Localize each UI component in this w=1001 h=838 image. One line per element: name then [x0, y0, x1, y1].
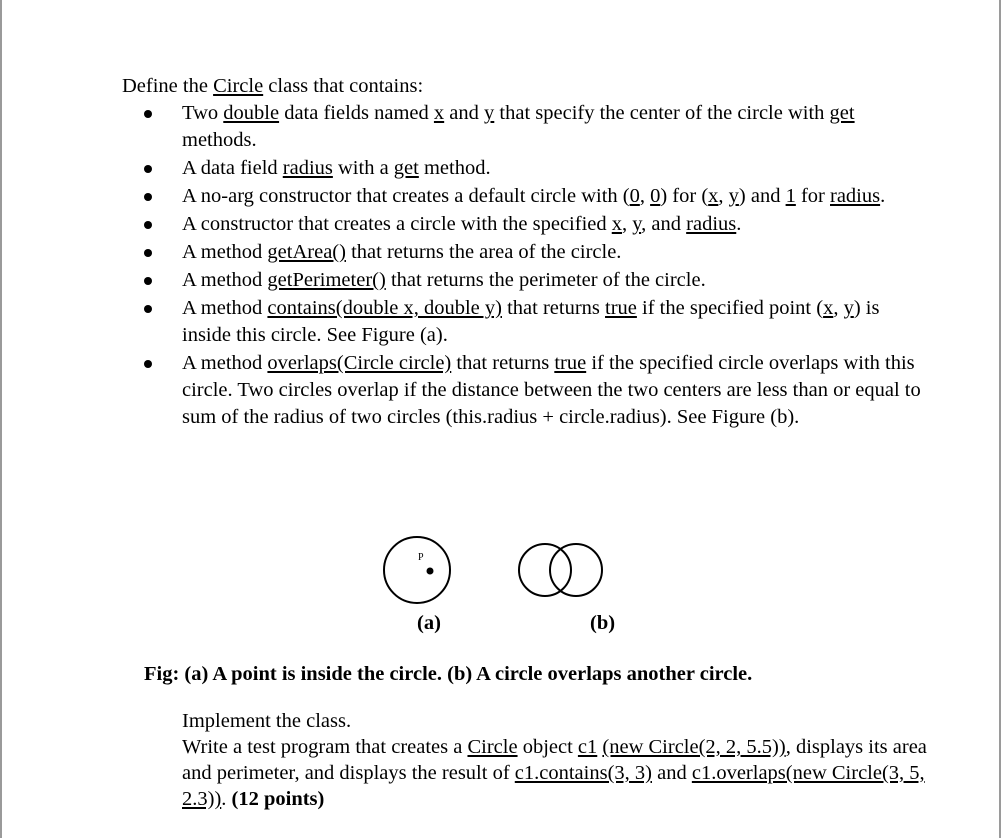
requirement-item — [122, 100, 922, 154]
requirements-list — [122, 100, 922, 432]
text-run: that specify the center of the circle with — [494, 102, 830, 124]
intro-text: Define the — [122, 75, 214, 97]
requirement-item — [122, 350, 922, 431]
text-run: A constructor that creates a circle with the specified — [182, 213, 612, 235]
underlined-term: y — [484, 102, 495, 124]
text-run: if the specified circle overlaps with this circle. Two circles overlap if the distance between the two centers are less than or equal to sum of the radius of two circles (this.radius + circle.radius). See Figure (b). — [182, 352, 921, 428]
task-test-program — [182, 734, 942, 812]
text-run: that returns the area of the circle. — [345, 241, 622, 263]
text-run: , — [639, 185, 651, 207]
underlined-term: radius — [830, 185, 881, 207]
text-run: A method — [182, 241, 268, 263]
intro-text: class that contains: — [263, 75, 424, 97]
underlined-term: x — [823, 297, 834, 319]
text-run: that returns the perimeter of the circle. — [385, 269, 706, 291]
text-run: A method — [182, 297, 268, 319]
text-run: , displays its area and perimeter, and displays the result of — [182, 736, 927, 784]
caption-b: (b) — [590, 612, 616, 634]
text-run: with a — [332, 157, 394, 179]
underlined-term: x — [611, 213, 622, 235]
text-run: A method — [182, 352, 268, 374]
text-run: data fields named — [279, 102, 434, 124]
text-run: , and — [641, 213, 687, 235]
text-run: . — [880, 185, 886, 207]
point-label: P — [418, 552, 424, 563]
figure-a-circle — [384, 537, 450, 603]
text-run: A method — [182, 269, 268, 291]
underlined-term: true — [605, 297, 637, 319]
underlined-term: radius — [686, 213, 737, 235]
requirement-item — [122, 267, 922, 294]
caption-a: (a) — [417, 612, 441, 634]
requirement-item — [122, 155, 922, 182]
underlined-term: y — [632, 213, 642, 235]
underlined-term: c1.contains(3, 3) — [514, 762, 652, 784]
underlined-term: 0 — [650, 185, 661, 207]
underlined-term: getArea() — [267, 241, 346, 263]
text-run: , — [622, 213, 633, 235]
text-run: A no-arg constructor that creates a default circle with ( — [182, 185, 630, 207]
text-run: and — [444, 102, 485, 124]
figure-b-circle-right — [550, 544, 602, 596]
text-run: methods. — [182, 129, 257, 151]
figure-diagram — [362, 525, 652, 615]
intro-line — [122, 72, 423, 100]
underlined-term: 0 — [629, 185, 640, 207]
task-implement: Implement the class. — [182, 710, 352, 732]
underlined-term: c1 — [577, 736, 598, 758]
text-run: for — [795, 185, 830, 207]
figure-b-circle-left — [519, 544, 571, 596]
text-run: ) is inside this circle. See Figure (a). — [182, 297, 880, 346]
requirement-item — [122, 183, 922, 210]
class-name: Circle — [213, 75, 264, 97]
underlined-term: true — [554, 352, 587, 374]
underlined-term: contains(double x, double y) — [267, 297, 502, 319]
underlined-term: x — [708, 185, 719, 207]
text-run: ) for ( — [660, 185, 709, 207]
underlined-term: Circle — [467, 736, 518, 758]
underlined-term: getPerimeter() — [267, 269, 386, 291]
underlined-term: get — [829, 102, 855, 124]
underlined-term: radius — [282, 157, 333, 179]
underlined-term: y — [843, 297, 854, 319]
point-p — [427, 568, 434, 575]
text-run: and — [651, 762, 692, 784]
underlined-term: get — [393, 157, 419, 179]
text-run: that returns — [451, 352, 555, 374]
requirement-item — [122, 211, 922, 238]
text-run: . — [221, 788, 232, 810]
underlined-term: overlaps(Circle circle) — [267, 352, 452, 374]
text-run: A data field — [182, 157, 283, 179]
underlined-term: 1 — [785, 185, 796, 207]
underlined-term: c1.overlaps(new Circle(3, 5, 2.3)) — [182, 762, 925, 810]
text-run: object — [517, 736, 578, 758]
points-label: (12 points) — [231, 788, 325, 810]
tasks-block — [182, 708, 942, 812]
text-run: ) and — [738, 185, 786, 207]
underlined-term: x — [433, 102, 445, 124]
underlined-term: y — [728, 185, 739, 207]
underlined-term: double — [223, 102, 280, 124]
underlined-term: (new Circle(2, 2, 5.5)) — [602, 736, 786, 758]
requirement-item — [122, 239, 922, 266]
text-run: method. — [418, 157, 491, 179]
text-run: . — [736, 213, 742, 235]
requirement-item — [122, 295, 922, 349]
text-run: , — [718, 185, 729, 207]
text-run: if the specified point ( — [636, 297, 824, 319]
text-run: Write a test program that creates a — [182, 736, 468, 758]
text-run: that returns — [501, 297, 606, 319]
text-run: Two — [182, 102, 224, 124]
text-run: , — [833, 297, 844, 319]
figure-caption: Fig: (a) A point is inside the circle. (b) A circle overlaps another circle. — [144, 663, 753, 685]
